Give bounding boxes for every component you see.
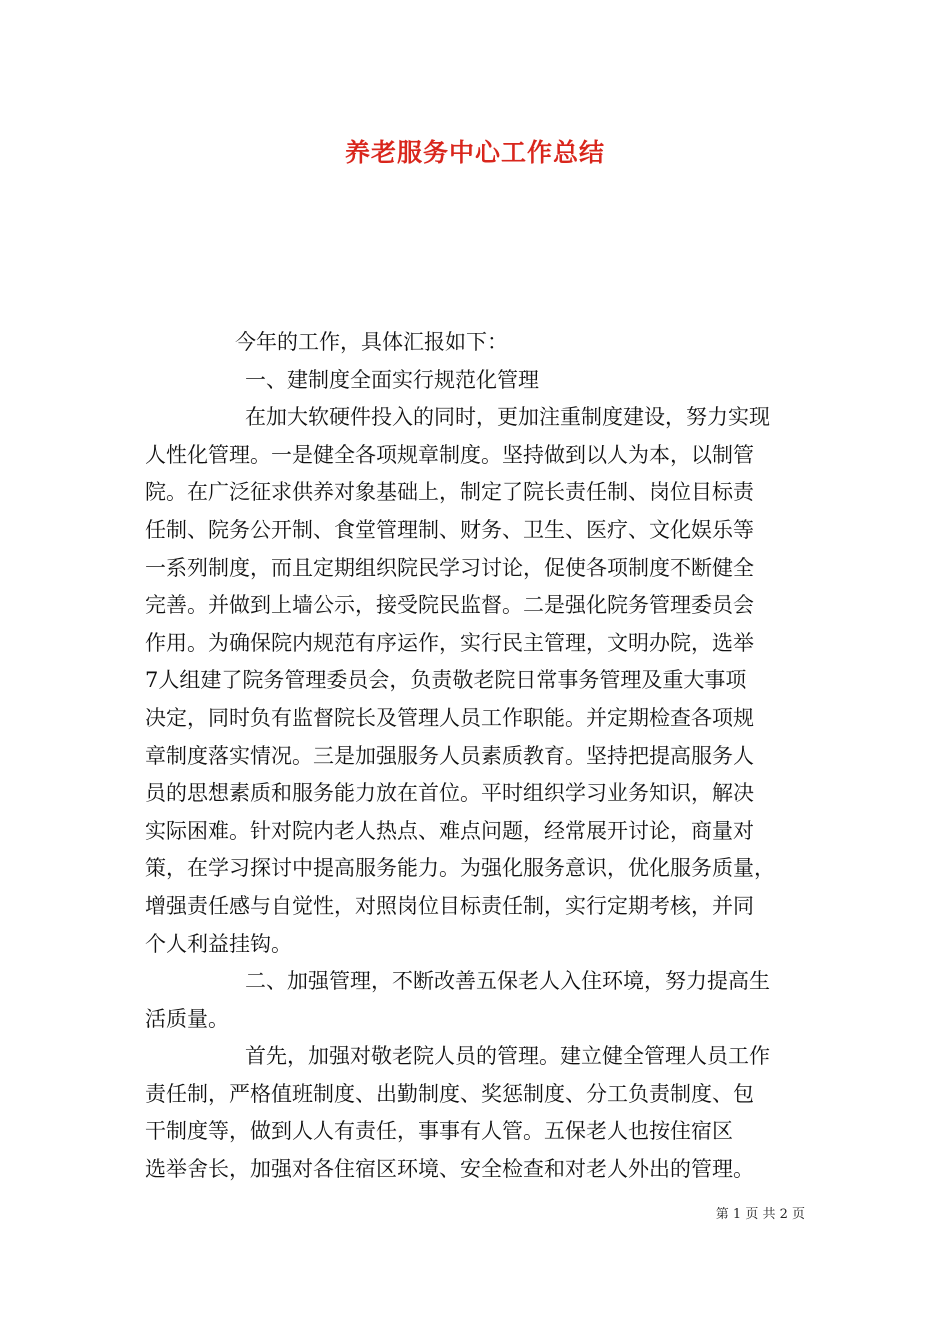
body-line: 章制度落实情况。三是加强服务人员素质教育。坚持把提高服务人 — [145, 743, 754, 768]
body-line: 完善。并做到上墙公示，接受院民监督。二是强化院务管理委员会 — [145, 593, 754, 618]
body-line: 选举舍长，加强对各住宿区环境、安全检查和对老人外出的管理。 — [145, 1157, 754, 1182]
body-line: 活质量。 — [145, 1006, 229, 1031]
body-line: 干制度等，做到人人有责任，事事有人管。五保老人也按住宿区 — [145, 1119, 733, 1144]
section-heading: 一、建制度全面实行规范化管理 — [245, 367, 539, 392]
body-line: 实际困难。针对院内老人热点、难点问题，经常展开讨论，商量对 — [145, 818, 754, 843]
body-line: 策，在学习探讨中提高服务能力。为强化服务意识，优化服务质量， — [145, 856, 775, 881]
body-line: 个人利益挂钩。 — [145, 931, 292, 956]
body-line: 员的思想素质和服务能力放在首位。平时组织学习业务知识，解决 — [145, 781, 754, 806]
body-line: 任制、院务公开制、食堂管理制、财务、卫生、医疗、文化娱乐等 — [145, 517, 754, 542]
body-line: 首先，加强对敬老院人员的管理。建立健全管理人员工作 — [245, 1044, 770, 1069]
body-line: 责任制，严格值班制度、出勤制度、奖惩制度、分工负责制度、包 — [145, 1081, 754, 1106]
body-line: 今年的工作，具体汇报如下： — [235, 330, 508, 354]
body-line: 增强责任感与自觉性，对照岗位目标责任制，实行定期考核，并同 — [145, 893, 754, 918]
document-title: 养老服务中心工作总结 — [344, 138, 605, 167]
body-line: 作用。为确保院内规范有序运作，实行民主管理，文明办院，选举 — [145, 630, 754, 655]
body-line: 7人组建了院务管理委员会，负责敬老院日常事务管理及重大事项 — [145, 668, 747, 693]
body-line: 院。在广泛征求供养对象基础上，制定了院长责任制、岗位目标责 — [145, 480, 754, 505]
body-line: 决定，同时负有监督院长及管理人员工作职能。并定期检查各项规 — [145, 705, 754, 730]
page-number: 第 1 页 共 2 页 — [715, 1207, 805, 1222]
body-line: 在加大软硬件投入的同时，更加注重制度建设，努力实现 — [245, 405, 770, 430]
section-heading: 二、加强管理，不断改善五保老人入住环境，努力提高生 — [245, 969, 770, 994]
document-body — [145, 324, 807, 1189]
body-line: 一系列制度，而且定期组织院民学习讨论，促使各项制度不断健全 — [145, 555, 754, 580]
body-line: 人性化管理。一是健全各项规章制度。坚持做到以人为本，以制管 — [145, 442, 754, 467]
